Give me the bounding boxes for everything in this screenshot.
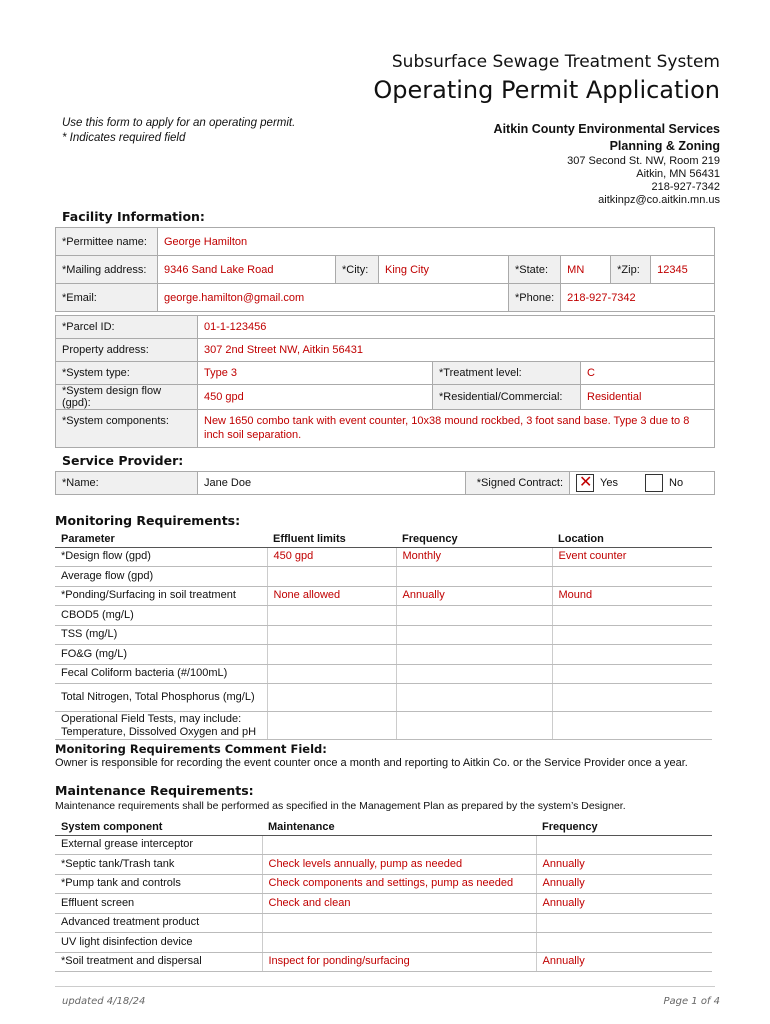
provider-name-field[interactable]: Jane Doe xyxy=(198,472,466,495)
state-label: *State: xyxy=(509,256,561,284)
footer-divider xyxy=(55,986,715,987)
location-cell[interactable]: Event counter xyxy=(552,547,712,567)
limit-cell[interactable] xyxy=(267,625,396,645)
treatment-field[interactable]: C xyxy=(581,362,715,385)
table-row xyxy=(55,586,712,606)
frequency-cell[interactable]: Annually xyxy=(536,874,712,894)
location-cell[interactable] xyxy=(552,664,712,684)
limit-cell[interactable] xyxy=(267,664,396,684)
table-row xyxy=(55,684,712,712)
email-label: *Email: xyxy=(56,284,158,312)
systype-field[interactable]: Type 3 xyxy=(198,362,433,385)
agency-dept: Planning & Zoning xyxy=(609,139,720,153)
limit-cell[interactable] xyxy=(267,684,396,712)
table-row xyxy=(55,835,712,855)
limit-cell[interactable]: None allowed xyxy=(267,586,396,606)
frequency-cell[interactable] xyxy=(396,645,552,665)
location-cell[interactable] xyxy=(552,684,712,712)
components-label: *System components: xyxy=(56,410,198,448)
table-row xyxy=(55,894,712,914)
frequency-cell[interactable] xyxy=(536,933,712,953)
x-mark-icon: ✕ xyxy=(579,474,593,491)
frequency-cell[interactable] xyxy=(536,835,712,855)
limit-cell[interactable]: 450 gpd xyxy=(267,547,396,567)
required-note: * Indicates required field xyxy=(62,132,186,144)
limit-cell[interactable] xyxy=(267,712,396,740)
monitoring-col-header: Parameter xyxy=(55,531,267,547)
page-number: Page 1 of 4 xyxy=(663,996,720,1007)
agency-email: aitkinpz@co.aitkin.mn.us xyxy=(598,194,720,206)
component-cell: UV light disinfection device xyxy=(55,933,262,953)
limit-cell[interactable] xyxy=(267,567,396,587)
monitoring-col-header: Frequency xyxy=(396,531,552,547)
agency-address2: Aitkin, MN 56431 xyxy=(636,168,720,180)
table-row xyxy=(55,645,712,665)
intro-text xyxy=(62,116,295,146)
property-field[interactable]: 307 2nd Street NW, Aitkin 56431 xyxy=(198,339,715,362)
no-checkbox[interactable] xyxy=(645,474,663,492)
component-cell: Effluent screen xyxy=(55,894,262,914)
maintenance-heading: Maintenance Requirements: xyxy=(55,783,254,798)
maintenance-note: Maintenance requirements shall be performed as specified in the Management Plan as prepared by the system’s Designer. xyxy=(55,800,626,812)
form-title: Operating Permit Application xyxy=(373,76,720,104)
agency-block xyxy=(494,121,720,207)
frequency-cell[interactable] xyxy=(536,913,712,933)
location-cell[interactable]: Mound xyxy=(552,586,712,606)
maintenance-table xyxy=(55,819,712,972)
maintenance-cell[interactable]: Check and clean xyxy=(262,894,536,914)
yes-checkbox[interactable] xyxy=(576,474,594,492)
param-cell: CBOD5 (mg/L) xyxy=(55,606,267,626)
yes-label: Yes xyxy=(600,476,618,489)
table-row xyxy=(55,855,712,875)
frequency-cell[interactable]: Annually xyxy=(396,586,552,606)
maintenance-cell[interactable] xyxy=(262,835,536,855)
table-row xyxy=(55,567,712,587)
location-cell[interactable] xyxy=(552,712,712,740)
zip-field[interactable]: 12345 xyxy=(651,256,715,284)
table-row xyxy=(55,712,712,740)
maintenance-col-header: Frequency xyxy=(536,819,712,835)
maintenance-cell[interactable]: Check components and settings, pump as needed xyxy=(262,874,536,894)
email-field[interactable]: george.hamilton@gmail.com xyxy=(158,284,509,312)
component-cell: *Septic tank/Trash tank xyxy=(55,855,262,875)
provider-table xyxy=(55,471,715,495)
rescom-label: *Residential/Commercial: xyxy=(433,385,581,410)
maintenance-col-header: Maintenance xyxy=(262,819,536,835)
parcel-field[interactable]: 01-1-123456 xyxy=(198,316,715,339)
city-label: *City: xyxy=(336,256,379,284)
param-cell: Fecal Coliform bacteria (#/100mL) xyxy=(55,664,267,684)
maintenance-cell[interactable]: Inspect for ponding/surfacing xyxy=(262,952,536,972)
flow-label: *System design flow (gpd): xyxy=(56,385,198,410)
facility-table-bottom xyxy=(55,315,715,448)
flow-field[interactable]: 450 gpd xyxy=(198,385,433,410)
mailing-label: *Mailing address: xyxy=(56,256,158,284)
frequency-cell[interactable] xyxy=(396,606,552,626)
agency-name: Aitkin County Environmental Services xyxy=(493,122,720,136)
table-row xyxy=(55,606,712,626)
frequency-cell[interactable] xyxy=(396,684,552,712)
provider-heading: Service Provider: xyxy=(62,453,184,468)
component-cell: *Soil treatment and dispersal xyxy=(55,952,262,972)
param-cell: *Ponding/Surfacing in soil treatment xyxy=(55,586,267,606)
frequency-cell[interactable] xyxy=(396,712,552,740)
contract-options xyxy=(570,472,715,495)
limit-cell[interactable] xyxy=(267,606,396,626)
contract-label: *Signed Contract: xyxy=(466,472,570,495)
param-cell: Average flow (gpd) xyxy=(55,567,267,587)
frequency-cell[interactable]: Annually xyxy=(536,855,712,875)
treatment-label: *Treatment level: xyxy=(433,362,581,385)
limit-cell[interactable] xyxy=(267,645,396,665)
location-cell[interactable] xyxy=(552,625,712,645)
param-cell: Total Nitrogen, Total Phosphorus (mg/L) xyxy=(55,684,267,712)
table-row xyxy=(55,874,712,894)
zip-label: *Zip: xyxy=(611,256,651,284)
monitoring-col-header: Effluent limits xyxy=(267,531,396,547)
maintenance-col-header: System component xyxy=(55,819,262,835)
form-subtitle: Subsurface Sewage Treatment System xyxy=(391,52,720,72)
city-field[interactable]: King City xyxy=(379,256,509,284)
maintenance-cell[interactable] xyxy=(262,913,536,933)
param-cell: Operational Field Tests, may include: Temperature, Dissolved Oxygen and pH xyxy=(55,712,267,740)
rescom-field[interactable]: Residential xyxy=(581,385,715,410)
maintenance-cell[interactable] xyxy=(262,933,536,953)
parcel-label: *Parcel ID: xyxy=(56,316,198,339)
updated-date: updated 4/18/24 xyxy=(62,996,146,1007)
monitoring-comment-heading: Monitoring Requirements Comment Field: xyxy=(55,742,327,756)
monitoring-table xyxy=(55,531,712,740)
permittee-field[interactable]: George Hamilton xyxy=(158,228,715,256)
phone-label: *Phone: xyxy=(509,284,561,312)
monitoring-comment[interactable]: Owner is responsible for recording the event counter once a month and reporting to Aitkin Co. or the Service Provider once a year. xyxy=(55,757,688,769)
facility-table-top xyxy=(55,227,715,312)
permittee-label: *Permittee name: xyxy=(56,228,158,256)
component-cell: *Pump tank and controls xyxy=(55,874,262,894)
frequency-cell[interactable] xyxy=(396,567,552,587)
table-row xyxy=(55,933,712,953)
table-row xyxy=(55,952,712,972)
monitoring-col-header: Location xyxy=(552,531,712,547)
location-cell[interactable] xyxy=(552,606,712,626)
state-field[interactable]: MN xyxy=(561,256,611,284)
frequency-cell[interactable] xyxy=(396,664,552,684)
location-cell[interactable] xyxy=(552,567,712,587)
param-cell: TSS (mg/L) xyxy=(55,625,267,645)
frequency-cell[interactable] xyxy=(396,625,552,645)
table-row xyxy=(55,664,712,684)
table-row xyxy=(55,625,712,645)
frequency-cell[interactable]: Monthly xyxy=(396,547,552,567)
agency-address1: 307 Second St. NW, Room 219 xyxy=(567,155,720,167)
phone-field[interactable]: 218-927-7342 xyxy=(561,284,715,312)
agency-phone: 218-927-7342 xyxy=(651,181,720,193)
facility-heading: Facility Information: xyxy=(62,209,205,224)
frequency-cell[interactable]: Annually xyxy=(536,894,712,914)
table-row xyxy=(55,913,712,933)
param-cell: FO&G (mg/L) xyxy=(55,645,267,665)
components-field[interactable]: New 1650 combo tank with event counter, 10x38 mound rockbed, 3 foot sand base. Type 3 due to 8 inch soil separation. xyxy=(198,410,715,448)
no-label: No xyxy=(669,476,684,489)
param-cell: *Design flow (gpd) xyxy=(55,547,267,567)
table-row xyxy=(55,547,712,567)
frequency-cell[interactable]: Annually xyxy=(536,952,712,972)
systype-label: *System type: xyxy=(56,362,198,385)
component-cell: Advanced treatment product xyxy=(55,913,262,933)
mailing-field[interactable]: 9346 Sand Lake Road xyxy=(158,256,336,284)
provider-name-label: *Name: xyxy=(56,472,198,495)
location-cell[interactable] xyxy=(552,645,712,665)
intro-line: Use this form to apply for an operating permit. xyxy=(62,117,296,129)
maintenance-cell[interactable]: Check levels annually, pump as needed xyxy=(262,855,536,875)
monitoring-heading: Monitoring Requirements: xyxy=(55,513,241,528)
component-cell: External grease interceptor xyxy=(55,835,262,855)
property-label: Property address: xyxy=(56,339,198,362)
